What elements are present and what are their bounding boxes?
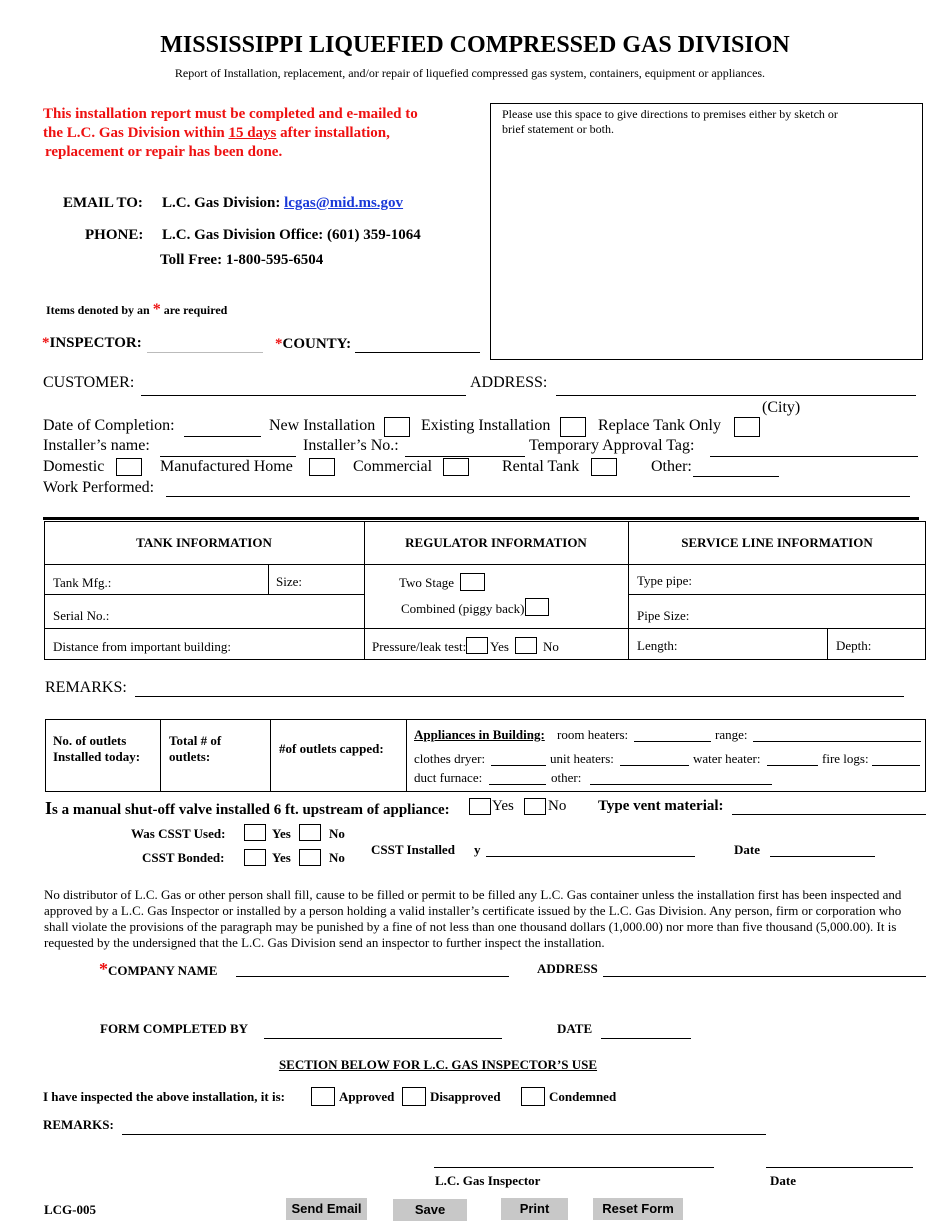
directions-box[interactable] [490, 103, 923, 360]
email-label: EMAIL TO: [63, 195, 143, 211]
other-appliance-input[interactable] [590, 784, 772, 785]
remarks-input[interactable] [135, 696, 904, 697]
manufactured-home-label: Manufactured Home [160, 458, 293, 475]
inspector-signature-label: L.C. Gas Inspector [435, 1173, 541, 1188]
depth-label: Depth: [836, 638, 872, 653]
tollfree-number: Toll Free: 1-800-595-6504 [160, 252, 324, 268]
type-pipe-label: Type pipe: [637, 573, 693, 588]
table-divider [268, 564, 269, 594]
completed-by-input[interactable] [264, 1038, 502, 1039]
email-link[interactable]: lcgas@mid.ms.gov [284, 195, 404, 211]
disapproved-checkbox[interactable] [402, 1087, 426, 1106]
other-appliance-label: other: [551, 770, 582, 785]
shutoff-no-checkbox[interactable] [524, 798, 546, 815]
address-input[interactable] [556, 395, 916, 396]
domestic-label: Domestic [43, 458, 105, 475]
date-completion-input[interactable] [184, 436, 261, 437]
pressure-yes-checkbox[interactable] [466, 637, 488, 654]
inspector-date-label: Date [770, 1173, 796, 1188]
table-divider [406, 719, 407, 792]
approved-label: Approved [339, 1089, 395, 1104]
customer-label: CUSTOMER: [43, 374, 135, 391]
table-divider [160, 719, 161, 792]
address-label: ADDRESS: [470, 374, 548, 391]
completed-date-input[interactable] [601, 1038, 691, 1039]
remarks-label: REMARKS: [45, 679, 127, 696]
water-heater-label: water heater: [693, 751, 761, 766]
work-performed-input[interactable] [166, 496, 910, 497]
csst-used-yes-checkbox[interactable] [244, 824, 266, 841]
room-heaters-label: room heaters: [557, 727, 629, 742]
installer-name-input[interactable] [160, 456, 296, 457]
phone-number: L.C. Gas Division Office: (601) 359-1064 [162, 227, 421, 243]
legal-paragraph: No distributor of L.C. Gas or other person shall fill, cause to be filled or permit to be filled any L.C. Gas container unless the installation first has been inspected and approved by a L.C. Gas Inspector or installed by a person holding a valid installer’s certificate issued by the L.C. Gas Division. Any person, firm or corporation who shall violate the provisions of the paragraph may be punished by a fine of not less than one thousand dollars (1,000.00) nor more than five thousand (5,000.00). It is requested by the undersigned that the L.C. Gas Division send an inspector to further inspect the installation. [44, 887, 902, 950]
table-divider [628, 594, 926, 595]
date-completion-label: Date of Completion: [43, 417, 175, 434]
service-line-header: SERVICE LINE INFORMATION [681, 535, 873, 550]
county-label: *COUNTY: [275, 336, 352, 352]
duct-furnace-label: duct furnace: [414, 770, 483, 785]
installer-name-label: Installer’s name: [43, 437, 150, 454]
csst-used-label: Was CSST Used: [131, 826, 226, 841]
csst-bonded-yes-label: Yes [272, 850, 291, 865]
send-email-button[interactable]: Send Email [286, 1198, 367, 1220]
reset-form-button[interactable]: Reset Form [593, 1198, 683, 1220]
csst-date-input[interactable] [770, 856, 875, 857]
room-heaters-input[interactable] [634, 741, 711, 742]
fire-logs-input[interactable] [872, 765, 920, 766]
csst-used-yes-label: Yes [272, 826, 291, 841]
vent-material-input[interactable] [732, 814, 926, 815]
table-divider [44, 564, 926, 565]
inspector-date-input[interactable] [766, 1167, 913, 1168]
combined-checkbox[interactable] [525, 598, 549, 616]
approved-checkbox[interactable] [311, 1087, 335, 1106]
shutoff-no-label: No [548, 798, 567, 814]
installer-no-input[interactable] [405, 456, 525, 457]
pressure-test-label: Pressure/leak test: [372, 639, 467, 654]
new-installation-checkbox[interactable] [384, 417, 410, 437]
outlets-capped-label: #of outlets capped: [279, 741, 384, 756]
csst-bonded-no-checkbox[interactable] [299, 849, 321, 866]
print-button[interactable]: Print [501, 1198, 568, 1220]
manufactured-home-checkbox[interactable] [309, 458, 335, 476]
inspector-input[interactable] [147, 352, 263, 353]
csst-installed-by-label: y [474, 842, 481, 857]
regulator-info-header: REGULATOR INFORMATION [405, 535, 587, 550]
page-subtitle: Report of Installation, replacement, and/or repair of liquefied compressed gas system, containers, equipment or appliances. [174, 66, 766, 80]
csst-installed-input[interactable] [486, 856, 695, 857]
clothes-dryer-input[interactable] [491, 765, 546, 766]
combined-label: Combined (piggy back) [401, 601, 525, 616]
clothes-dryer-label: clothes dryer: [414, 751, 486, 766]
two-stage-label: Two Stage [399, 575, 455, 590]
two-stage-checkbox[interactable] [460, 573, 485, 591]
company-name-label: *COMPANY NAME [99, 959, 218, 979]
appliances-label: Appliances in Building: [414, 727, 545, 742]
condemned-label: Condemned [549, 1089, 617, 1104]
inspected-label: I have inspected the above installation, it is: [43, 1089, 285, 1104]
temp-tag-label: Temporary Approval Tag: [529, 437, 695, 454]
company-address-label: ADDRESS [537, 961, 598, 976]
commercial-label: Commercial [353, 458, 433, 475]
duct-furnace-input[interactable] [489, 784, 546, 785]
other-input[interactable] [693, 476, 779, 477]
disapproved-label: Disapproved [430, 1089, 501, 1104]
rental-tank-label: Rental Tank [502, 458, 580, 475]
email-division: L.C. Gas Division: lcgas@mid.ms.gov [162, 195, 404, 211]
range-input[interactable] [753, 741, 921, 742]
inspector-label: *INSPECTOR: [42, 335, 142, 351]
company-address-input[interactable] [603, 976, 926, 977]
customer-input[interactable] [141, 395, 466, 396]
inspector-section-heading: SECTION BELOW FOR L.C. GAS INSPECTOR’S USE [278, 1057, 598, 1072]
tank-size-label: Size: [276, 574, 302, 589]
csst-bonded-yes-checkbox[interactable] [244, 849, 266, 866]
existing-installation-label: Existing Installation [421, 417, 551, 434]
vent-material-label: Type vent material: [598, 798, 724, 814]
city-label: (City) [762, 399, 801, 416]
tank-mfg-label: Tank Mfg.: [53, 575, 112, 590]
notice-line-1: This installation report must be completed and e-mailed to [43, 106, 418, 122]
inspector-remarks-label: REMARKS: [43, 1117, 114, 1132]
csst-bonded-label: CSST Bonded: [142, 850, 225, 865]
directions-text: Please use this space to give directions to premises either by sketch or brief statement or both. [502, 107, 838, 136]
company-name-input[interactable] [236, 976, 509, 977]
water-heater-input[interactable] [767, 765, 818, 766]
required-note: Items denoted by an * are required [46, 301, 228, 318]
csst-bonded-no-label: No [329, 850, 345, 865]
replace-tank-label: Replace Tank Only [598, 417, 721, 434]
installer-no-label: Installer’s No.: [303, 437, 399, 454]
condemned-checkbox[interactable] [521, 1087, 545, 1106]
notice-line-3: replacement or repair has been done. [45, 144, 283, 160]
domestic-checkbox[interactable] [116, 458, 142, 476]
serial-no-label: Serial No.: [53, 608, 110, 623]
phone-label: PHONE: [85, 227, 144, 243]
csst-used-no-checkbox[interactable] [299, 824, 321, 841]
section-divider [43, 517, 919, 520]
pressure-yes-label: Yes [490, 639, 509, 654]
save-button[interactable]: Save [393, 1199, 467, 1221]
table-divider [44, 594, 364, 595]
table-divider [270, 719, 271, 792]
temp-tag-input[interactable] [710, 456, 918, 457]
total-outlets-label: Total # of outlets: [169, 733, 222, 764]
page-title: MISSISSIPPI LIQUEFIED COMPRESSED GAS DIVISION [160, 32, 790, 58]
form-id: LCG-005 [44, 1202, 96, 1217]
csst-installed-label: CSST Installed [371, 842, 455, 857]
county-input[interactable] [355, 352, 480, 353]
pressure-no-label: No [543, 639, 559, 654]
tank-info-header: TANK INFORMATION [136, 535, 272, 550]
other-label: Other: [651, 458, 692, 475]
pipe-size-label: Pipe Size: [637, 608, 690, 623]
table-divider [827, 628, 828, 660]
unit-heaters-label: unit heaters: [550, 751, 614, 766]
length-label: Length: [637, 638, 678, 653]
range-label: range: [715, 727, 748, 742]
shutoff-question: Is a manual shut-off valve installed 6 ft. upstream of appliance: [45, 798, 450, 818]
shutoff-yes-label: Yes [492, 798, 514, 814]
distance-label: Distance from important building: [53, 639, 231, 654]
commercial-checkbox[interactable] [443, 458, 469, 476]
rental-tank-checkbox[interactable] [591, 458, 617, 476]
fire-logs-label: fire logs: [822, 751, 869, 766]
replace-tank-checkbox[interactable] [734, 417, 760, 437]
work-performed-label: Work Performed: [43, 479, 155, 496]
outlets-installed-label: No. of outlets Installed today: [53, 733, 141, 764]
notice-line-2: the L.C. Gas Division within 15 days after installation, [43, 125, 390, 141]
inspector-remarks-input[interactable] [122, 1134, 766, 1135]
existing-installation-checkbox[interactable] [560, 417, 586, 437]
unit-heaters-input[interactable] [620, 765, 689, 766]
completed-by-label: FORM COMPLETED BY [100, 1021, 249, 1036]
pressure-no-checkbox[interactable] [515, 637, 537, 654]
csst-date-label: Date [734, 842, 760, 857]
completed-date-label: DATE [557, 1021, 593, 1036]
inspector-signature-input[interactable] [434, 1167, 714, 1168]
new-installation-label: New Installation [269, 417, 376, 434]
table-divider [44, 628, 926, 629]
shutoff-yes-checkbox[interactable] [469, 798, 491, 815]
csst-used-no-label: No [329, 826, 345, 841]
